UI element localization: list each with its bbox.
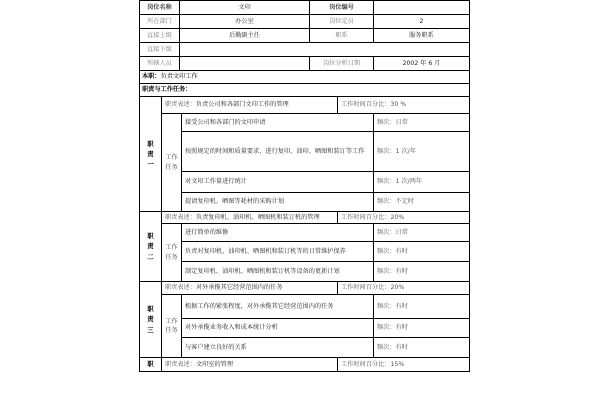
duty-3-title-text: 职责三 bbox=[147, 305, 154, 334]
job-series-value: 服务职系 bbox=[374, 29, 470, 43]
duty-3-time-share: 工作时间百分比：20% bbox=[338, 282, 470, 295]
duty-2-task-row bbox=[140, 242, 470, 262]
quota-label: 岗位定员 bbox=[310, 15, 374, 29]
duty-2-description-label: 职责表述： bbox=[165, 213, 196, 221]
duty-4-description-row bbox=[140, 358, 470, 372]
duty-4-description-label: 职责表述： bbox=[165, 360, 196, 368]
analysis-date-label: 岗位分析日期 bbox=[310, 57, 374, 71]
duty-2-tasks-label-text: 工作任务 bbox=[165, 244, 178, 261]
duty-3-task-row bbox=[140, 319, 470, 338]
duty-3-description-text: 对外承揽其它经营范围内的任务 bbox=[195, 284, 283, 292]
info-row-subordinate bbox=[140, 43, 470, 57]
duty-1-task-2-frequency: 频次：1 次/年 bbox=[374, 132, 470, 172]
duty-2-task-row bbox=[140, 224, 470, 242]
duty-1-task-3-frequency: 频次：1 次/两年 bbox=[374, 172, 470, 193]
duties-heading-row bbox=[140, 84, 470, 97]
duty-2-task-2-frequency: 频次：有时 bbox=[374, 242, 470, 262]
quota-value: 2 bbox=[374, 15, 470, 29]
position-code-label: 岗位编号 bbox=[310, 1, 374, 15]
duty-1-task-row bbox=[140, 132, 470, 172]
duty-3-description-label: 职责表述： bbox=[165, 284, 196, 292]
duty-1-task-4-frequency: 频次：不定时 bbox=[374, 193, 470, 212]
job-description-table bbox=[139, 0, 470, 372]
duty-2-title-text: 职责二 bbox=[147, 232, 154, 261]
duty-2-task-3-frequency: 频次：有时 bbox=[374, 262, 470, 282]
duty-3-task-row bbox=[140, 338, 470, 358]
duty-1-description-label: 职责表述： bbox=[165, 101, 196, 109]
direct-superior-label: 直接上级 bbox=[140, 29, 180, 43]
position-code-value bbox=[374, 1, 470, 15]
duty-3-title bbox=[140, 282, 162, 358]
duty-3-task-row bbox=[140, 295, 470, 319]
duty-2-task-1: 进行简单的维修 bbox=[182, 224, 374, 242]
analysis-date-value: 2002 年 6 月 bbox=[374, 57, 470, 71]
position-name-label: 岗位名称 bbox=[140, 1, 180, 15]
duty-3-tasks-label-text: 工作任务 bbox=[165, 317, 178, 334]
duty-4-title: 职 bbox=[140, 358, 162, 372]
info-row-staff bbox=[140, 57, 470, 71]
duty-3-task-2: 对外承揽业务收入和成本统计分析 bbox=[182, 319, 374, 338]
duty-3-tasks-label bbox=[162, 295, 182, 358]
duty-2-description-text: 负责复印机、油印机、晒图机和装订机的管理 bbox=[195, 213, 320, 221]
duty-4-time-share: 工作时间百分比：15% bbox=[338, 358, 470, 372]
duty-1-description-text: 负责公司和各部门文印工作的管理 bbox=[195, 101, 289, 109]
direct-subordinate-value bbox=[180, 43, 470, 57]
duty-1-tasks-label bbox=[162, 114, 182, 212]
duty-2-time-share: 工作时间百分比：20% bbox=[338, 212, 470, 224]
duty-2-task-1-frequency: 频次：日常 bbox=[374, 224, 470, 242]
duty-1-title bbox=[140, 97, 162, 212]
duty-3-task-1-frequency: 频次：有时 bbox=[374, 295, 470, 319]
info-row-superior bbox=[140, 29, 470, 43]
staff-value bbox=[180, 57, 310, 71]
duty-1-task-1-frequency: 频次：日常 bbox=[374, 114, 470, 132]
duty-3-task-3: 与客户建立良好的关系 bbox=[182, 338, 374, 358]
info-row-department bbox=[140, 15, 470, 29]
duty-1-time-share: 工作时间百分比：30 % bbox=[338, 97, 470, 114]
duty-2-task-2: 负责对复印机、油印机、晒图机和装订机等的日常维护保养 bbox=[182, 242, 374, 262]
duty-2-title bbox=[140, 212, 162, 282]
duty-1-task-3: 对文印工作量进行统计 bbox=[182, 172, 374, 193]
summary-row bbox=[140, 71, 470, 84]
duty-1-tasks-label-text: 工作任务 bbox=[165, 154, 178, 171]
duty-1-title-text: 职责一 bbox=[147, 139, 154, 169]
duty-3-task-1: 根据工作的紧张程度，对外承揽其它经营范围内的任务 bbox=[182, 295, 374, 319]
duty-2-task-row bbox=[140, 262, 470, 282]
staff-label: 所辖人员 bbox=[140, 57, 180, 71]
duty-3-description-row bbox=[140, 282, 470, 295]
summary-label: 本职： bbox=[142, 73, 161, 81]
duty-1-task-row bbox=[140, 114, 470, 132]
department-value: 办公室 bbox=[180, 15, 310, 29]
position-name-value: 文印 bbox=[180, 1, 310, 15]
duties-heading: 职责与工作任务： bbox=[140, 84, 470, 97]
duty-4-description-text: 文印室的管理 bbox=[195, 360, 234, 368]
duty-1-task-2: 按照规定的时间和质量要求，进行复印、油印、晒图和装订等工作 bbox=[182, 132, 374, 172]
duty-1-task-1: 接受公司和各部门的文印申请 bbox=[182, 114, 374, 132]
duty-3-description bbox=[162, 282, 338, 295]
summary-text: 负责文印工作 bbox=[160, 73, 198, 81]
duty-1-description bbox=[162, 97, 338, 114]
duty-2-description-row bbox=[140, 212, 470, 224]
job-description-sheet bbox=[139, 0, 469, 372]
duty-3-task-3-frequency: 频次：有时 bbox=[374, 338, 470, 358]
job-series-label: 职系 bbox=[310, 29, 374, 43]
info-row-position bbox=[140, 1, 470, 15]
duty-2-tasks-label bbox=[162, 224, 182, 282]
duty-2-task-3: 制定复印机、油印机、晒图机和装订机等设备的更新计划 bbox=[182, 262, 374, 282]
department-label: 所在部门 bbox=[140, 15, 180, 29]
duty-1-description-row bbox=[140, 97, 470, 114]
duty-1-task-4: 提请复印机、晒图等耗材的采购计划 bbox=[182, 193, 374, 212]
duty-1-task-row bbox=[140, 172, 470, 193]
direct-subordinate-label: 直接下级 bbox=[140, 43, 180, 57]
duty-3-task-2-frequency: 频次：有时 bbox=[374, 319, 470, 338]
duty-1-task-row bbox=[140, 193, 470, 212]
summary-cell bbox=[140, 71, 470, 84]
duty-4-description bbox=[162, 358, 338, 372]
duty-2-description bbox=[162, 212, 338, 224]
direct-superior-value: 后勤副主任 bbox=[180, 29, 310, 43]
